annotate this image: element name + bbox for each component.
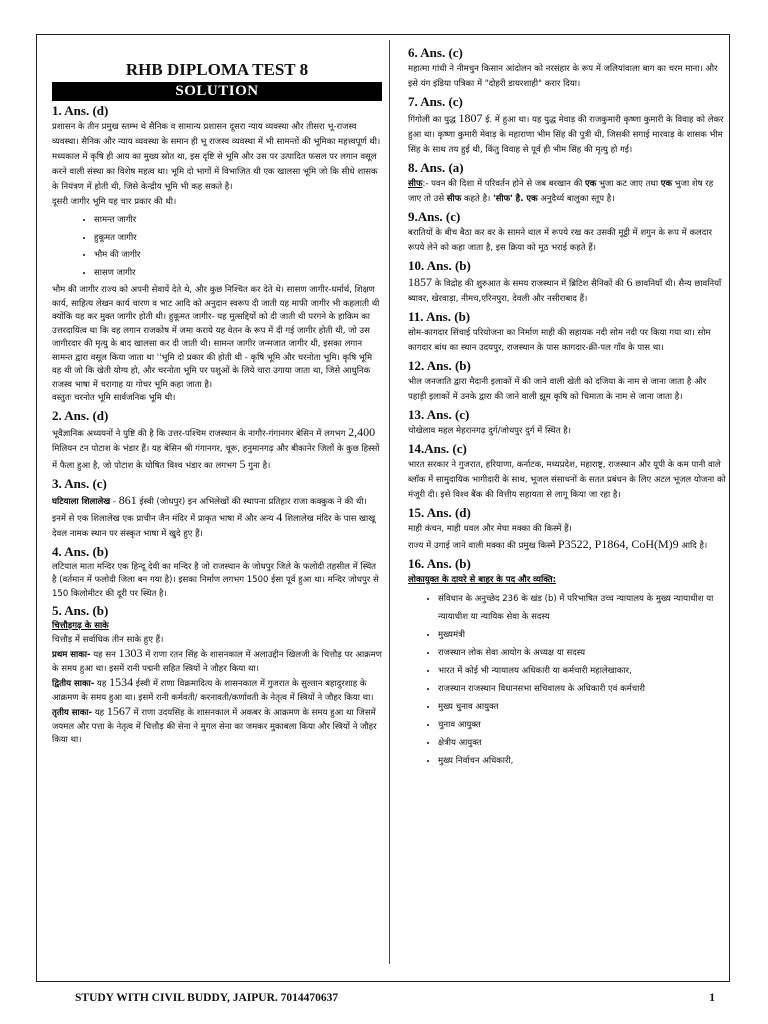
answer-9-text: बरातियों के बीच बैठा कर वर के सामने थाल में रूपये रख कर उसकी मुट्ठी में शगुन के रूप में कलदार रूपये लेने को कहा जाता है, इस क्रिया को मूठ भराई कहते हैं। (408, 228, 712, 253)
answer-10-text: 1857 के विद्रोह की शुरुआत के समय राजस्थान में ब्रिटिश सैनिकों की 6 छावनियाँ थी। सैन्य छावनियाँ ब्यावर, खेरवाड़ा, नीमच,एरिनपुरा, देवली और नसीराबाद हैं। (408, 275, 722, 304)
list-item: • क्षेत्रीय आयुक्त (438, 734, 726, 752)
list-item: • मुख्य निर्वाचन अधिकारी, (438, 752, 726, 770)
list-item: • चुनाव आयुक्त (438, 716, 726, 734)
left-column (52, 40, 382, 748)
column-divider (389, 40, 390, 964)
list-item: • हुकूमत जागीर (94, 230, 382, 248)
answer-15-heading: 15. Ans. (d) (408, 505, 471, 520)
list-item: • संविधान के अनुच्छेद 236 के खंड (b) में परिभाषित उच्च न्यायालय के मुख्य न्यायाधीश या न्यायाधीश या न्यायिक सेवा के सदस्य (438, 590, 726, 626)
document-title: RHB DIPLOMA TEST 8 (125, 60, 309, 79)
answer-14-text: भारत सरकार ने गुजरात, हरियाणा, कर्नाटक, मध्यप्रदेश, महाराष्ट्र, राजस्थान और यूपी के कम पानी वाले ब्लॉक में सामुदायिक भागीदारी के साथ, भूजल संसाधनों के सतत प्रबंधन के लिए अटल भूजल योजना को मंजूरी दी। इसे विश्व बैंक की वित्तीय सहायता से लागू किया जा रहा है। (408, 460, 726, 500)
answer-1-heading: 1. Ans. (d) (52, 103, 109, 118)
list-item: • भौम की जागीर (94, 247, 382, 265)
footer-text: STUDY WITH CIVIL BUDDY, JAIPUR. 7014470637 (75, 992, 339, 1004)
answer-13-text: चोखेलाव महल मेहरानगढ़ दुर्ग/जोधपुर दुर्ग में स्थित है। (408, 426, 572, 436)
right-column (408, 43, 726, 770)
answer-5-subheading: चित्तौड़गढ़ के साके (52, 621, 109, 631)
answer-14-heading: 14.Ans. (c) (408, 441, 467, 456)
answer-11-heading: 11. Ans. (b) (408, 309, 471, 324)
answer-16-heading: 16. Ans. (b) (408, 556, 471, 571)
answer-5-heading: 5. Ans. (b) (52, 603, 109, 618)
list-item: • सासण जागीर (94, 265, 382, 283)
answer-3-heading: 3. Ans. (c) (52, 475, 107, 491)
list-item: • मुख्य चुनाव आयुक्त (438, 698, 726, 716)
answer-7-heading: 7. Ans. (c) (408, 94, 463, 109)
answer-16-subheading: लोकायुक्त के दायरे से बाहर के पद और व्यक्ति: (408, 575, 557, 585)
answer-6-heading: 6. Ans. (c) (408, 45, 463, 60)
answer-4-heading: 4. Ans. (b) (52, 543, 109, 559)
lokayukta-exclusion-list (408, 590, 726, 770)
answer-11-text: सोम-कागदार सिंचाई परियोजना का निर्माण माही की सहायक नदी सोम नदी पर किया गया था। सोम कागदार बांध का स्थान उदयपुर, राजस्थान के पास कागदार-क्री-पल गाँव के पास था। (408, 328, 711, 353)
answer-3-text: घटियाला शिलालेख - 861 ईस्वी (जोधपुर) इन अभिलेखों की स्थापना प्रतिहार राजा कक्कुक ने की थी। इनमें से एक शिलालेख एक प्राचीन जैन मंदिर में प्राकृत भाषा में और अन्य 4 शिलालेख मंदिर के पास खाखू देवल नामक स्थान पर संस्कृत भाषा में खुदे हुए हैं। (52, 492, 376, 539)
jagir-list (52, 212, 382, 282)
answer-1-text-3: भौम की जागीर राज्य को अपनी सेवायें देते थे, और कुछ निश्चित कर देते थे। सासण जागीर-धर्मार्थ, शिक्षण कार्य, साहित्य लेखन कार्य चारण व भाट आदि को अनुदान स्वरूप दी जाती यह माफी जागीर भी कहलाती थी क्योंकि यह कर मुक्त जागीर होती थी। हुकूमत जागीर- यह मुत्सद्दियों को दी जाती थी परगने के हाकिम का उत्तरदायित्व था कि वह लगान राजकोष में जमा कराये यह वेतन के रूप में दी गई जागीर होती थी, जो उस जागीरदार की मृत्यु के बाद खालसा कर दी जाती थी। सामन्त जागीर जन्मजात जागीर थी, इसका लगान सामन्त द्वारा वसूल किया जाता था ''भूमि दो प्रकार की होती थी - कृषि भूमि और चरनोता भूमि। कृषि भूमि वह थी जो कि खेती योग्य हो, और चरनोता भूमि पर पशुओं के लिये चारा उगाया जाता था, जिसे आधुनिक राजस्व भाषा में चरागाह या गोचर भूमि कहा जाता है। (52, 285, 380, 390)
answer-2-heading: 2. Ans. (d) (52, 407, 109, 423)
answer-6-text: महात्मा गांधी ने नीमचुन किसान आंदोलन को नरसंहार के रूप में जलियांवाला बाग का चरम माना। और इसे यंग इंडिया पत्रिका में "दोहरी डायरशाही" करार दिया। (408, 64, 718, 89)
answer-5-third: तृतीय साका- यह 1567 में राणा उदयसिंह के शासनकाल में अकबर के आक्रमण के समय हुआ था जिसमें जयमल और पत्ता के नेतृत्व में चित्तौड़ की सेना ने मुगल सेना का जमकर मुकाबला किया और स्त्रियों ने जौहर किया था। (52, 704, 377, 745)
page-footer (75, 992, 715, 1004)
list-item: • सामन्त जागीर (94, 212, 382, 230)
solution-banner: SOLUTION (52, 82, 382, 101)
answer-13-heading: 13. Ans. (c) (408, 407, 470, 422)
answer-4-text: लटियाल माता मन्दिर एक हिन्दू देवी का मन्दिर है जो राजस्थान के जोधपुर जिले के फलोदी तहसील में स्थित है (वर्तमान में फलोदी जिला बन गया है)। इसका निर्माण लगभग 1500 ईसा पूर्व हुआ था। मन्दिर जोधपुर से 150 किलोमीटर की दूरी पर स्थित है। (52, 561, 379, 599)
answer-9-heading: 9.Ans. (c) (408, 209, 461, 224)
list-item: • भारत में कोई भी न्यायालय अधिकारी या कर्मचारी महालेखाकार, (438, 662, 726, 680)
answer-1-text-4: वस्तुतः चरनोत भूमि सार्वजनिक भूमि थी। (52, 393, 176, 403)
answer-5-second: द्वितीय साका- यह 1534 ईस्वी में राणा विक्रमादित्य के शासनकाल में गुजरात के सुल्तान बहादुरशाह के आक्रमण के समय हुआ था। इसमें रानी कर्मवती/ करनावती/कर्णावती के नेतृत्व में स्त्रियों ने जौहर किया था। (52, 675, 374, 703)
page-number: 1 (709, 992, 715, 1004)
answer-8-heading: 8. Ans. (a) (408, 160, 464, 175)
answer-1-text: प्रशासन के तीन प्रमुख स्तम्भ थे सैनिक व सामान्य प्रशासन दूसरा न्याय व्यवस्था और तीसरा भू-राजस्व व्यवस्था। सैनिक और न्याय व्यवस्था के समान ही भू राजस्व व्यवस्था में भी सामन्तों की भूमिका महत्त्वपूर्ण थी। मध्यकाल में कृषि ही आय का मुख्य स्रोत था, इस दृष्टि से भूमि और उस पर उत्पादित फसल पर लगान वसूल करने वाली संस्था का विशेष महत्व था। भूमि दो भागों में विभाजित थी एक खालसा भूमि जो कि सीधे शासक के नियंत्रण में होती थी, जिसे केन्द्रीय भूमि भी कह सकते है। (52, 122, 381, 192)
answer-5-intro: चित्तौड़ में सर्वाधिक तीन साके हुए हैं। (52, 634, 164, 645)
answer-12-heading: 12. Ans. (b) (408, 358, 471, 373)
answer-12-text: भील जनजाति द्वारा मैदानी इलाकों में की जाने वाली खेती को दजिया के नाम से जाना जाता है और पहाड़ी इलाकों में उनके द्वारा की जाने वाली झूम कृषि को चिमाता के नाम से जाना जाता है। (408, 377, 707, 402)
list-item: • राजस्थान लोक सेवा आयोग के अध्यक्ष या सदस्य (438, 644, 726, 662)
answer-2-text: भूवैज्ञानिक अध्ययनों ने पुष्टि की है कि उत्तर-पश्चिम राजस्थान के नागौर-गंगानगर बेसिन में लगभग 2,400 मिलियन टन पोटाश के भंडार हैं। यह बेसिन श्री गंगानगर, चूरू, हनुमानगढ़ और बीकानेर जिलों के कुछ हिस्सों में फैला हुआ है, जो पोटाश के घोषित विश्व भंडार का लगभग 5 गुना है। (52, 424, 380, 471)
answer-8-text: सीफ:- पवन की दिशा में परिवर्तन होने से जब बरखान की एक भुजा कट जाए तथा एक भुजा शेष रह जाए तो उसे सीफ कहते है। 'सीफ' है. एक अनुदैर्ध्य बालुका स्तूप है। (408, 179, 714, 204)
list-item: • राजस्थान राजस्थान विधानसभा सचिवालय के अधिकारी एवं कर्मचारी (438, 680, 726, 698)
answer-15-text-2: राज्य में उगाई जाने वाली मक्का की प्रमुख किस्में P3522, P1864, CoH(M)9 आदि है। (408, 537, 708, 551)
answer-10-heading: 10. Ans. (b) (408, 258, 471, 273)
list-item: • मुख्यमंत्री (438, 626, 726, 644)
answer-15-text-1: माही कंचन, माही धवल और मेघा मक्का की किस्में हैं। (408, 524, 572, 534)
answer-1-text-2: दूसरी जागीर भूमि यह चार प्रकार की थी। (52, 197, 177, 207)
answer-5-first: प्रथम साका- यह सन 1303 में राणा रतन सिंह के शासनकाल में अलाउद्दीन खिलजी के चित्तौड़ पर आक्रमण के समय हुआ था। इसमें रानी पद्मनी सहित स्त्रियों ने जौहर किया था। (52, 646, 382, 674)
answer-7-text: गिंगोली का युद्ध 1807 ई. में हुआ था। यह युद्ध मेवाड़ की राजकुमारी कृष्णा कुमारी के विवाह को लेकर हुआ था। कृष्णा कुमारी मेवाड़ के महाराणा भीम सिंह की पुत्री थी, जिसकी सगाई मारवाड़ के शासक भीम सिंह के साथ तय हुई थी, किंतु विवाह से पूर्व ही भीम सिंह की मृत्यु हो गई। (408, 111, 724, 155)
